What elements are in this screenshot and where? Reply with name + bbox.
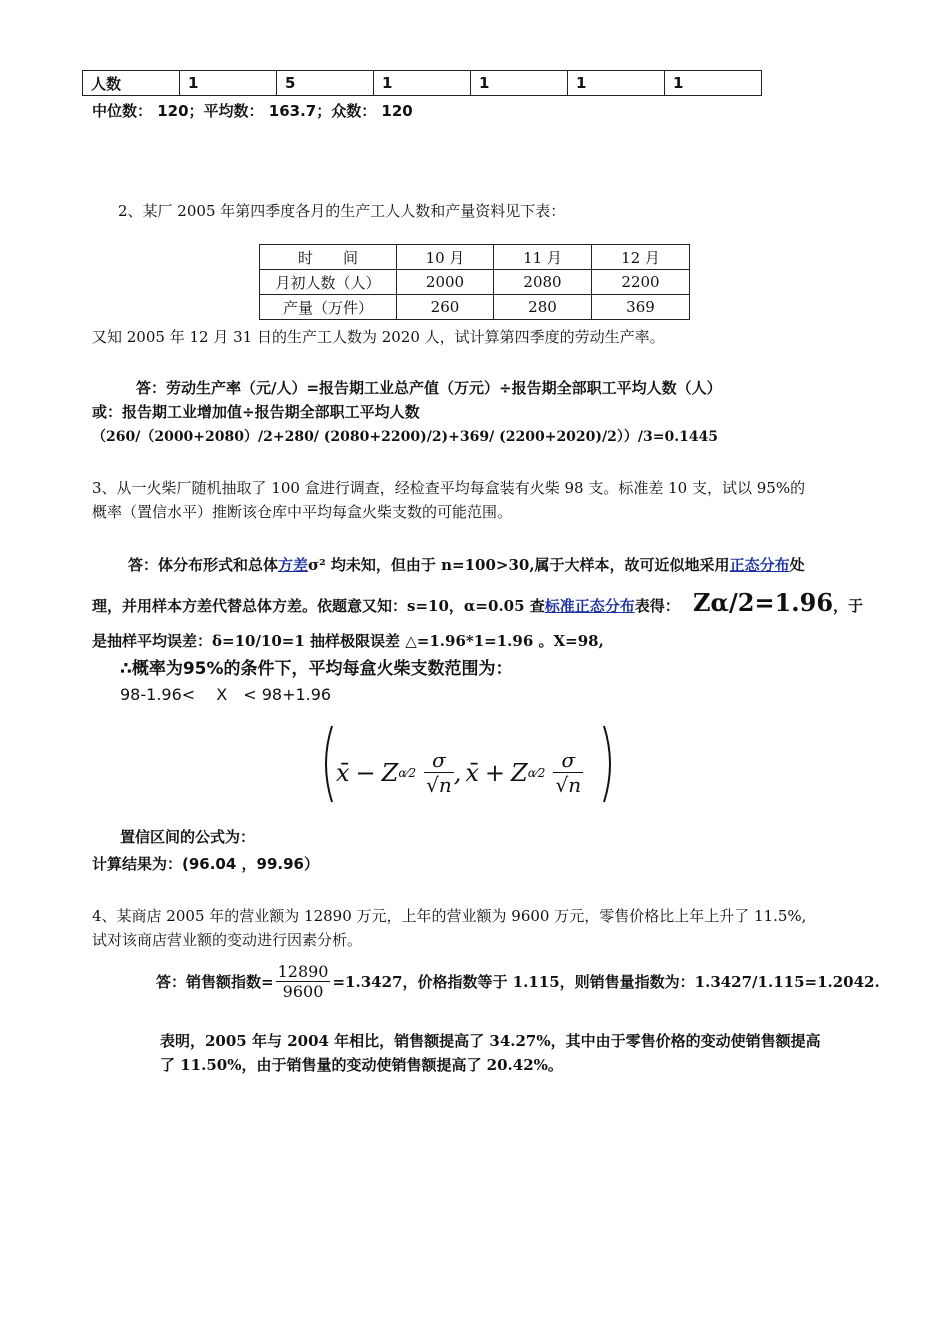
q4-answer	[156, 962, 880, 1001]
sigma: σ	[424, 748, 454, 773]
table-row	[260, 270, 690, 295]
production-table	[259, 244, 690, 320]
sigma-over-root-n	[424, 748, 454, 797]
table-cell: 1	[374, 71, 471, 96]
text: 理，并用样本方差代替总体方差。依题意又知：s=10，α=0.05 查	[92, 597, 545, 615]
q4-conclusion-line2: 了 11.50%，由于销售量的变动使销售额提高了 20.42%。	[160, 1056, 563, 1074]
sigma: σ	[553, 748, 583, 773]
xbar: x̄	[336, 758, 350, 787]
q2-question: 2、某厂 2005 年第四季度各月的生产工人人数和产量资料见下表：	[118, 202, 566, 220]
q3-answer-line4: ∴概率为95%的条件下，平均每盒火柴支数范围为：	[120, 659, 513, 679]
table-cell: 2000	[397, 270, 494, 295]
text: 答：销售额指数=	[156, 973, 274, 991]
table-cell: 2200	[592, 270, 690, 295]
table-cell: 369	[592, 295, 690, 320]
text: ，于	[833, 597, 864, 615]
xbar: x̄	[465, 758, 479, 787]
fraction-numerator: 12890	[277, 962, 329, 981]
formula-body	[336, 748, 583, 797]
ci-formula	[318, 722, 618, 806]
text: 答：体分布形式和总体	[128, 556, 279, 574]
text: 表得：	[634, 597, 680, 615]
fraction-denominator: 9600	[282, 982, 324, 1001]
table-cell: 260	[397, 295, 494, 320]
z-value: Zα/2=1.96	[693, 588, 834, 617]
table-row	[260, 295, 690, 320]
sigma-over-root-n	[553, 748, 583, 797]
table-cell: 人数	[83, 71, 180, 96]
table-header-cell: 12 月	[592, 245, 690, 270]
table-header-row	[260, 245, 690, 270]
table-header-cell: 11 月	[494, 245, 592, 270]
z-symbol: Z	[511, 758, 528, 787]
sqrt-n: √n	[555, 773, 582, 797]
table-cell: 产量（万件）	[260, 295, 397, 320]
sales-index-fraction	[276, 962, 331, 1001]
q2-answer-line2: 或：报告期工业增加值÷报告期全部职工平均人数	[92, 403, 420, 421]
table-cell: 1	[568, 71, 665, 96]
comma: ,	[453, 758, 462, 787]
stats-line: 中位数： 120；平均数： 163.7；众数： 120	[92, 102, 413, 120]
variance-link[interactable]: 方差	[278, 556, 309, 574]
normal-distribution-link[interactable]: 正态分布	[729, 556, 790, 574]
q3-answer-line1	[128, 554, 805, 575]
minus-sign: −	[355, 758, 376, 787]
plus-sign: +	[484, 758, 506, 787]
q2-note: 又知 2005 年 12 月 31 日的生产工人数为 2020 人，试计算第四季度的劳动生产率。	[92, 328, 665, 346]
table-cell: 280	[494, 295, 592, 320]
q2-answer-line1: 答：劳动生产率（元/人）=报告期工业总产值（万元）÷报告期全部职工平均人数（人）	[136, 379, 722, 397]
q3-question-line1: 3、从一火柴厂随机抽取了 100 盒进行调查，经检查平均每盒装有火柴 98 支。标准差 10 支，试以 95%的	[92, 479, 806, 497]
q4-question-line2: 试对该商店营业额的变动进行因素分析。	[92, 931, 363, 949]
q4-question-line1: 4、某商店 2005 年的营业额为 12890 万元，上年的营业额为 9600 万元，零售价格比上年上升了 11.5%,	[92, 907, 807, 925]
sqrt-n: √n	[426, 773, 452, 797]
table-cell: 1	[665, 71, 762, 96]
table-cell: 月初人数（人）	[260, 270, 397, 295]
table-cell: 5	[277, 71, 374, 96]
ci-label: 置信区间的公式为：	[120, 828, 256, 846]
q3-answer-line5: 98-1.96< X < 98+1.96	[120, 685, 332, 704]
q3-answer-line3: 是抽样平均误差：δ=10/10=1 抽样极限误差 △=1.96*1=1.96 。X=98,	[92, 632, 604, 650]
table-header-cell: 时 间	[260, 245, 397, 270]
z-symbol: Z	[381, 758, 399, 787]
table-row	[83, 71, 762, 96]
z-subscript: α⁄2	[398, 765, 417, 780]
q2-answer-line3: （260/（2000+2080）/2+280/ (2080+2200)/2)+369/ (2200+2020)/2））/3=0.1445	[92, 429, 719, 445]
people-count-table	[82, 70, 762, 96]
q4-conclusion-line1: 表明，2005 年与 2004 年相比，销售额提高了 34.27%，其中由于零售价格的变动使销售额提高	[160, 1032, 821, 1050]
table-cell: 1	[471, 71, 568, 96]
text: σ² 均未知，但由于 n=100>30,属于大样本，故可近似地采用	[308, 556, 730, 574]
text: =1.3427，价格指数等于 1.115，则销售量指数为：1.3427/1.115=1.2042.	[332, 973, 880, 991]
table-header-cell: 10 月	[397, 245, 494, 270]
z-subscript: α⁄2	[527, 765, 546, 780]
table-cell: 2080	[494, 270, 592, 295]
table-cell: 1	[180, 71, 277, 96]
standard-normal-link[interactable]: 标准正态分布	[544, 597, 635, 615]
ci-result: 计算结果为：(96.04 ，99.96）	[92, 855, 319, 873]
q3-answer-line2	[92, 588, 863, 617]
q3-question-line2: 概率（置信水平）推断该仓库中平均每盒火柴支数的可能范围。	[92, 503, 513, 521]
text: 处	[789, 556, 805, 574]
